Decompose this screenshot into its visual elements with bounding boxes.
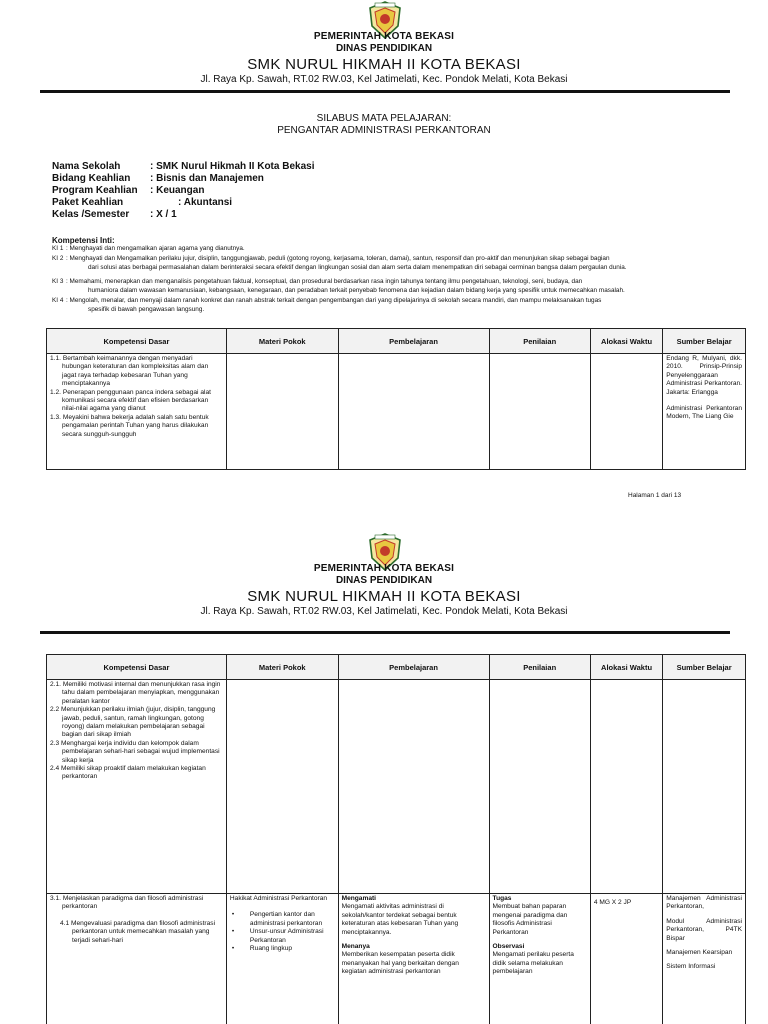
- document-title: SILABUS MATA PELAJARAN:: [316, 113, 452, 124]
- ki-text-cont: humaniora dalam wawasan kemanusiaan, kebangsaan, kenegaraan, dan peradaban terkait penyebab fenomena dan kejadian dalam bidang kerja yang spesifik untuk memecahkan masalah.: [88, 286, 625, 294]
- kd-cell: [47, 680, 227, 894]
- source-item: Sistem Informasi: [666, 963, 716, 971]
- activity-heading: Menanya: [341, 943, 370, 951]
- header-divider: [40, 90, 730, 93]
- table-row: [47, 894, 746, 1024]
- col-kompetensi-dasar: Kompetensi Dasar: [47, 329, 227, 354]
- materi-item: • Ruang lingkup: [230, 945, 335, 953]
- identity-package: [52, 198, 232, 208]
- sumber-cell: [663, 680, 746, 894]
- col-sumber-belajar: Sumber Belajar: [663, 655, 746, 680]
- source-item: Administrasi Perkantoran Modern, The Liang Gie: [666, 405, 742, 421]
- header-divider: [40, 631, 730, 634]
- identity-program: [52, 186, 204, 196]
- col-materi-pokok: Materi Pokok: [226, 329, 338, 354]
- table-header-row: [47, 329, 746, 354]
- ki-heading: Kompetensi Inti:: [52, 236, 115, 245]
- kd-item: 1.3. Meyakini bahwa bekerja adalah salah satu bentuk pengamalan perintah Tuhan yang harus dilakukan secara sungguh-sungguh: [50, 413, 209, 438]
- source-item: Endang R, Mulyani, dkk. 2010. Prinsip-Prinsip Penyelenggaraan Administrasi Perkantoran. Jakarta: Erlangga: [666, 355, 742, 396]
- identity-value: : X / 1: [150, 209, 177, 220]
- identity-field: [52, 174, 264, 184]
- kd-item: 2.4 Memiliki sikap proaktif dalam melakukan kegiatan perkantoran: [50, 765, 206, 781]
- page-number: Halaman 1 dari 13: [628, 492, 682, 499]
- ki-code: KI 2: [52, 255, 64, 262]
- assessment-text: Mengamati perilaku peserta didik selama melakukan pembelajaran: [492, 951, 574, 976]
- ki-code: KI 3: [52, 278, 64, 285]
- identity-label: Kelas /Semester: [52, 209, 130, 220]
- kd-cell: [47, 354, 227, 470]
- col-penilaian: Penilaian: [489, 329, 590, 354]
- kd-item: 1.1. Bertambah keimanannya dengan menyadari hubungan keteraturan dan kompleksitas alam dan jagat raya terhadap kebesaran Tuhan yang menciptakannya: [50, 355, 209, 388]
- header-department: DINAS PENDIDIKAN: [335, 43, 433, 54]
- ki-text: : Menghayati dan mengamalkan ajaran agama yang dianutnya.: [66, 245, 245, 252]
- subject-title: PENGANTAR ADMINISTRASI PERKANTORAN: [277, 125, 491, 136]
- identity-label: Program Keahlian: [52, 185, 138, 196]
- ki-1: [52, 245, 742, 254]
- col-pembelajaran: Pembelajaran: [338, 655, 489, 680]
- identity-school: [52, 162, 314, 172]
- identity-value: : Bisnis dan Manajemen: [150, 173, 264, 184]
- col-sumber-belajar: Sumber Belajar: [663, 329, 746, 354]
- document-page-1: [0, 0, 768, 508]
- activity-text: Mengamati aktivitas administrasi di sekolah/kantor terdekat sebagai bentuk keteraturan atas kebesaran Tuhan yang menciptakannya.: [341, 903, 459, 936]
- document-page-2: [0, 532, 768, 1024]
- identity-value: : SMK Nurul Hikmah II Kota Bekasi: [150, 161, 315, 172]
- identity-label: Paket Keahlian: [52, 197, 124, 208]
- sumber-cell: [663, 894, 746, 1024]
- col-alokasi-waktu: Alokasi Waktu: [590, 329, 662, 354]
- page-separator: [0, 508, 768, 532]
- header-government: PEMERINTAH KOTA BEKASI: [313, 563, 455, 574]
- alokasi-cell: [590, 354, 662, 470]
- kd-item: 2.2 Menunjukkan perilaku ilmiah (jujur, disiplin, tanggung jawab, peduli, santun, ramah lingkungan, gotong royong) dalam melakukan pembelajaran sebagai bagian dari sikap ilmiah: [50, 706, 216, 739]
- col-kompetensi-dasar: Kompetensi Dasar: [47, 655, 227, 680]
- materi-cell: [226, 894, 338, 1024]
- kd-item: 4.1 Mengevaluasi paradigma dan filosofi administrasi perkantoran untuk memecahkan masalah yang terjadi sehari-hari: [60, 919, 216, 944]
- identity-class: [52, 210, 177, 220]
- materi-title: Hakikat Administrasi Perkantoran: [229, 895, 328, 902]
- col-pembelajaran: Pembelajaran: [338, 329, 489, 354]
- pembelajaran-cell: [338, 680, 489, 894]
- assessment-heading: Observasi: [492, 943, 525, 951]
- materi-item: • Unsur-unsur Administrasi Perkantoran: [230, 928, 335, 945]
- source-item: Manajemen Kearsipan: [666, 949, 733, 957]
- materi-item: • Pengertian kantor dan administrasi perkantoran: [230, 911, 335, 928]
- kd-cell: [47, 894, 227, 1024]
- syllabus-table-page2: [46, 654, 746, 1024]
- ki-text-cont: spesifik di bawah pengawasan langsung.: [88, 305, 205, 313]
- header-department: DINAS PENDIDIKAN: [335, 575, 433, 586]
- kd-item: 3.1. Menjelaskan paradigma dan filosofi administrasi perkantoran: [50, 895, 204, 911]
- kd-item: 2.1. Memiliki motivasi internal dan menunjukkan rasa ingin tahu dalam pembelajaran menyiapkan, menggunakan peralatan kantor: [50, 681, 221, 705]
- alokasi-cell: [590, 894, 662, 1024]
- materi-cell: [226, 680, 338, 894]
- sumber-cell: [663, 354, 746, 470]
- pembelajaran-cell: [338, 894, 489, 1024]
- pembelajaran-cell: [338, 354, 489, 470]
- ki-code: KI 1: [52, 245, 64, 252]
- ki-text-cont: dari solusi atas berbagai permasalahan dalam berinteraksi secara efektif dengan lingkungan sosial dan alam serta dalam menempatkan diri sebagai cerminan bangsa dalam pergaulan dunia.: [88, 263, 627, 271]
- table-row: [47, 354, 746, 470]
- col-penilaian: Penilaian: [489, 655, 590, 680]
- kd-item: 1.2. Penerapan penggunaan panca indera sebagai alat komunikasi secara efektif dan efisien berdasarkan nilai-nilai agama yang dianut: [50, 388, 211, 413]
- kd-item: 2.3 Menghargai kerja individu dan kelompok dalam pembelajaran sehari-hari sebagai wujud implementasi sikap kerja: [50, 739, 220, 764]
- ki-text: : Menghayati dan Mengamalkan perilaku jujur, disiplin, tanggungjawab, peduli (gotong royong, kerjasama, toleran, damai), santun, responsif dan pro-aktif dan menunjukan sikap sebagai bagian: [66, 255, 610, 262]
- ki-text: : Mengolah, menalar, dan menyaji dalam ranah konkret dan ranah abstrak terkait dengan pengembangan dari yang dipelajarinya di sekolah secara mandiri, dan mampu melaksanakan tugas: [66, 297, 602, 304]
- ki-4: [52, 297, 742, 314]
- header-school-name: SMK NURUL HIKMAH II KOTA BEKASI: [247, 588, 521, 605]
- time-allocation: 4 MG X 2 JP: [593, 899, 632, 906]
- col-alokasi-waktu: Alokasi Waktu: [590, 655, 662, 680]
- materi-cell: [226, 354, 338, 470]
- syllabus-table-page1: [46, 328, 746, 470]
- header-school-name: SMK NURUL HIKMAH II KOTA BEKASI: [247, 56, 521, 73]
- source-item: Modul Administrasi Perkantoran, P4TK Bispar: [666, 917, 742, 942]
- source-item: Manajemen Administrasi Perkantoran,: [666, 895, 742, 911]
- alokasi-cell: [590, 680, 662, 894]
- ki-2: [52, 255, 742, 272]
- identity-value: : Keuangan: [150, 185, 205, 196]
- activity-text: Memberikan kesempatan peserta didik menanyakan hal yang berkaitan dengan kegiatan administrasi perkantoran: [341, 951, 459, 976]
- table-row: [47, 680, 746, 894]
- activity-heading: Mengamati: [341, 895, 377, 902]
- header-address: Jl. Raya Kp. Sawah, RT.02 RW.03, Kel Jatimelati, Kec. Pondok Melati, Kota Bekasi: [200, 74, 568, 85]
- identity-label: Bidang Keahlian: [52, 173, 131, 184]
- penilaian-cell: [489, 354, 590, 470]
- header-address: Jl. Raya Kp. Sawah, RT.02 RW.03, Kel Jatimelati, Kec. Pondok Melati, Kota Bekasi: [200, 606, 568, 617]
- col-materi-pokok: Materi Pokok: [226, 655, 338, 680]
- identity-value: : Akuntansi: [178, 197, 233, 208]
- table-header-row: [47, 655, 746, 680]
- header-government: PEMERINTAH KOTA BEKASI: [313, 31, 455, 42]
- penilaian-cell: [489, 680, 590, 894]
- assessment-heading: Tugas: [492, 895, 512, 902]
- ki-3: [52, 278, 742, 295]
- identity-label: Nama Sekolah: [52, 161, 121, 172]
- ki-text: : Memahami, menerapkan dan menganalisis pengetahuan faktual, konseptual, dan prosedural berdasarkan rasa ingin tahunya tentang ilmu pengetahuan, teknologi, seni, budaya, dan: [66, 278, 583, 285]
- ki-code: KI 4: [52, 297, 64, 304]
- penilaian-cell: [489, 894, 590, 1024]
- assessment-text: Membuat bahan paparan mengenai paradigma dan filosofis Administrasi Perkantoran: [492, 903, 568, 936]
